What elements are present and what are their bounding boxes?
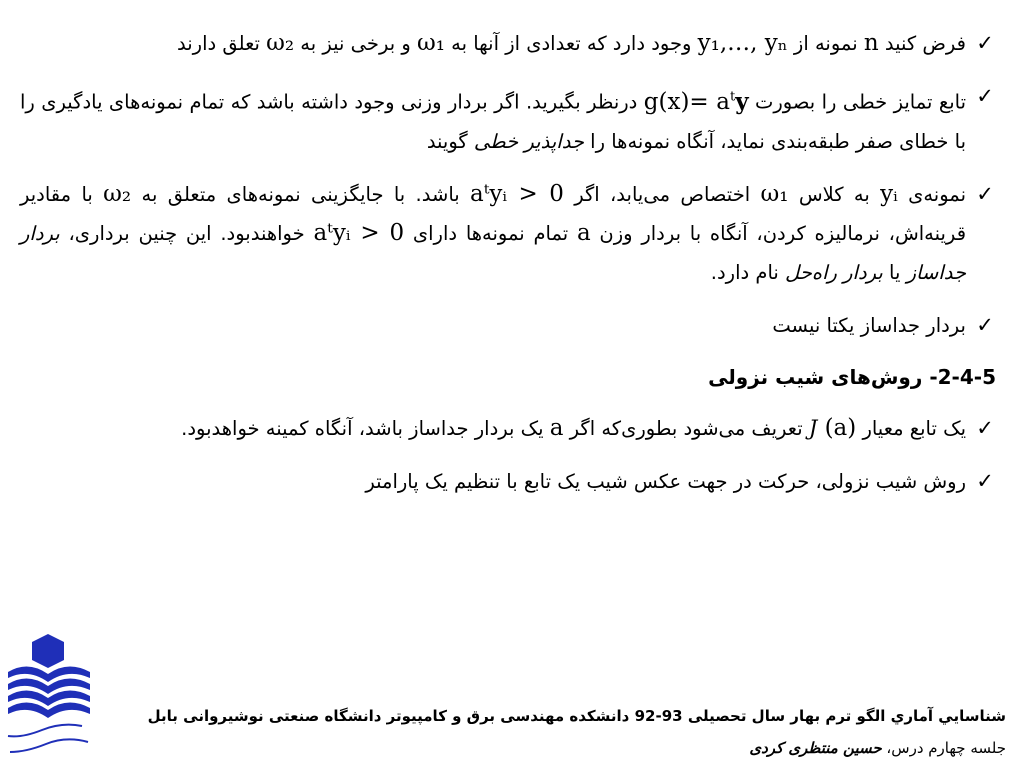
emphasis-text: جداپذیر خطی: [473, 129, 584, 153]
checkmark-icon: ✓: [976, 468, 994, 493]
bullet-item-3: ✓ نمونه‌ی yᵢ به کلاس ω₁ اختصاص می‌یابد، اگر aᵗyᵢ > 0 باشد. با جایگزینی نمونه‌های متعلق به ω₂ با مقادیر قرینه‌اش، نرمالیزه کردن، آنگاه با بردار وزن a تمام نمونه‌ها دارای aᵗyᵢ > 0 خواهندبود. این چنین برداری، بردار جداساز یا بردار راه‌حل نام دارد.: [20, 175, 996, 292]
checkmark-icon: ✓: [976, 312, 994, 337]
math-sequence: y₁,…, yₙ: [697, 30, 788, 56]
math-inequality: aᵗyᵢ > 0: [313, 219, 405, 246]
math-a: a: [549, 414, 564, 441]
bullet-item-2: ✓ تابع تمایز خطی را بصورت $g(x)= a^ty$ درنظر بگیرید. اگر بردار وزنی وجود داشته باشد که تمام نمونه‌های یادگیری را با خطای صفر طبقه‌بندی نماید، آنگاه نمونه‌ها را جداپذیر خطی گویند: [20, 77, 996, 161]
math-discriminant: $g(x)= a^ty$: [643, 87, 749, 115]
checkmark-icon: ✓: [976, 415, 994, 440]
checkmark-icon: ✓: [976, 84, 994, 108]
university-logo-icon: [2, 630, 98, 766]
bullet-item-1: ✓ فرض کنید n نمونه از y₁,…, yₙ وجود دارد که تعدادی از آنها به ω₁ و برخی نیز به ω₂ تعلق دارند: [20, 24, 996, 63]
math-omega2: ω₂: [103, 180, 132, 207]
math-yi: yᵢ: [880, 180, 898, 207]
footer-course-line: شناسايي آماري الگو ترم بهار سال تحصیلی 93-92 دانشکده مهندسی برق و کامپیوتر دانشگاه صنعتی نوشیروانی بابل: [147, 707, 1006, 725]
emphasis-text: بردار راه‌حل: [785, 260, 883, 284]
bullet-item-4: ✓ بردار جداساز یکتا نیست: [20, 306, 996, 345]
checkmark-icon: ✓: [976, 31, 994, 55]
emphasis-text: بردار جداساز: [20, 221, 966, 284]
footer-author: حسین منتظری کردی: [749, 739, 882, 757]
slide-body: [20, 24, 996, 515]
math-omega1: ω₁: [416, 30, 445, 56]
checkmark-icon: ✓: [976, 181, 994, 206]
bullet-item-6: ✓ روش شیب نزولی، حرکت در جهت عکس شیب یک تابع با تنظیم یک پارامتر: [20, 462, 996, 501]
footer-session-line: جلسه چهارم درس، حسین منتظری کردی: [749, 739, 1006, 757]
math-omega2: ω₂: [266, 30, 295, 56]
footer: [120, 700, 1006, 764]
math-criterion: J (a): [808, 414, 857, 441]
section-heading: 2-4-5- روش‌های شیب نزولی: [708, 364, 996, 389]
math-n: n: [863, 30, 879, 56]
math-omega1: ω₁: [760, 180, 789, 207]
math-inequality: aᵗyᵢ > 0: [470, 180, 564, 207]
math-a: a: [576, 219, 591, 246]
bullet-item-5: ✓ یک تابع معیار J (a) تعریف می‌شود بطوری‌که اگر a یک بردار جداساز باشد، آنگاه کمینه خواهدبود.: [20, 409, 996, 448]
